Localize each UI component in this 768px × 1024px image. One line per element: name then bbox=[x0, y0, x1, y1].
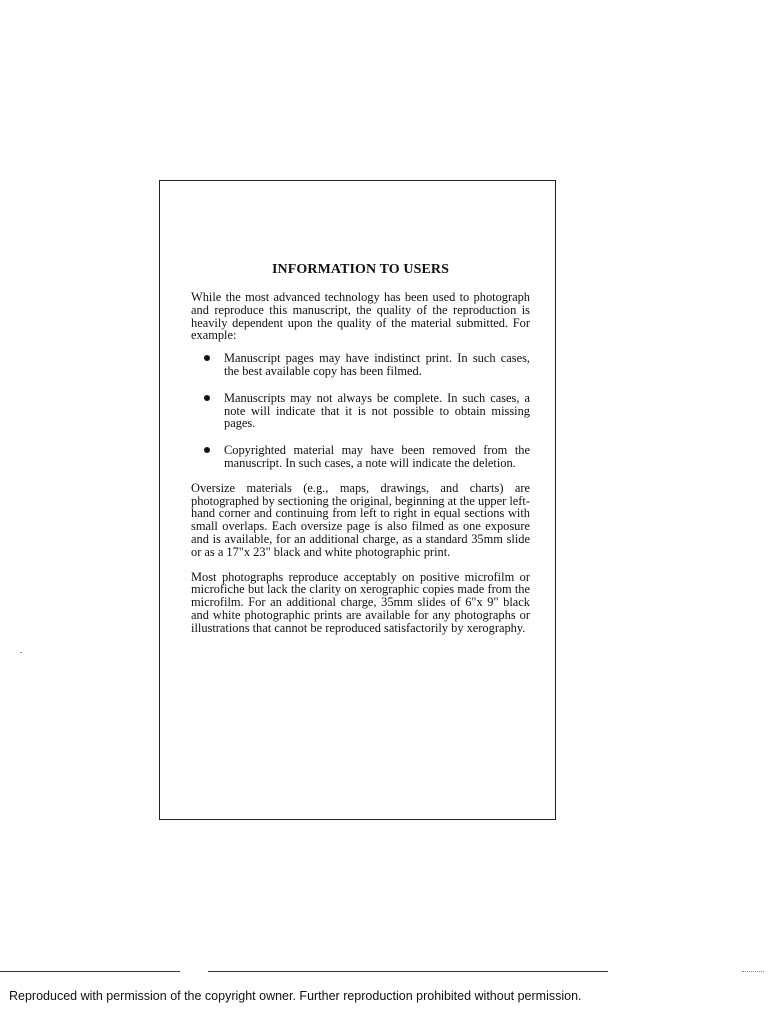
footer-divider bbox=[208, 971, 608, 972]
bullet-icon bbox=[204, 355, 210, 361]
photographs-paragraph: Most photographs reproduce acceptably on positive microfilm or microfiche but lack the clarity on xerographic copies made from the microfilm. For an additional charge, 35mm slides of 6"x 9" black and white photographic prints are available for any photographs or illustrations that cannot be reproduced satisfactorily by xerography. bbox=[191, 569, 530, 635]
scan-speck bbox=[20, 652, 22, 653]
notice-content bbox=[191, 262, 530, 635]
notice-title: INFORMATION TO USERS bbox=[271, 262, 450, 277]
bullet-icon bbox=[204, 395, 210, 401]
permission-notice: Reproduced with permission of the copyright owner. Further reproduction prohibited without permission. bbox=[9, 989, 582, 1003]
footer-divider-dotted bbox=[742, 971, 764, 973]
bullet-icon bbox=[204, 447, 210, 453]
bullet-text: Manuscripts may not always be complete. In such cases, a note will indicate that it is not possible to obtain missing pages. bbox=[224, 390, 530, 431]
bullet-text: Manuscript pages may have indistinct print. In such cases, the best available copy has been filmed. bbox=[224, 351, 530, 378]
bullet-text: Copyrighted material may have been removed from the manuscript. In such cases, a note will indicate the deletion. bbox=[224, 443, 530, 470]
oversize-paragraph: Oversize materials (e.g., maps, drawings, and charts) are photographed by sectioning the original, beginning at the upper left-hand corner and continuing from left to right in equal sections with small overlaps. Each oversize page is also filmed as one exposure and is available, for an additional charge, as a standard 35mm slide or as a 17"x 23" black and white photographic print. bbox=[191, 480, 530, 559]
footer-divider bbox=[0, 971, 180, 972]
intro-paragraph: While the most advanced technology has been used to photograph and reproduce this manuscript, the quality of the reproduction is heavily dependent upon the quality of the material submitted. For example: bbox=[191, 290, 530, 343]
example-list bbox=[191, 352, 530, 470]
list-item bbox=[191, 352, 530, 378]
list-item bbox=[191, 444, 530, 470]
list-item bbox=[191, 392, 530, 430]
